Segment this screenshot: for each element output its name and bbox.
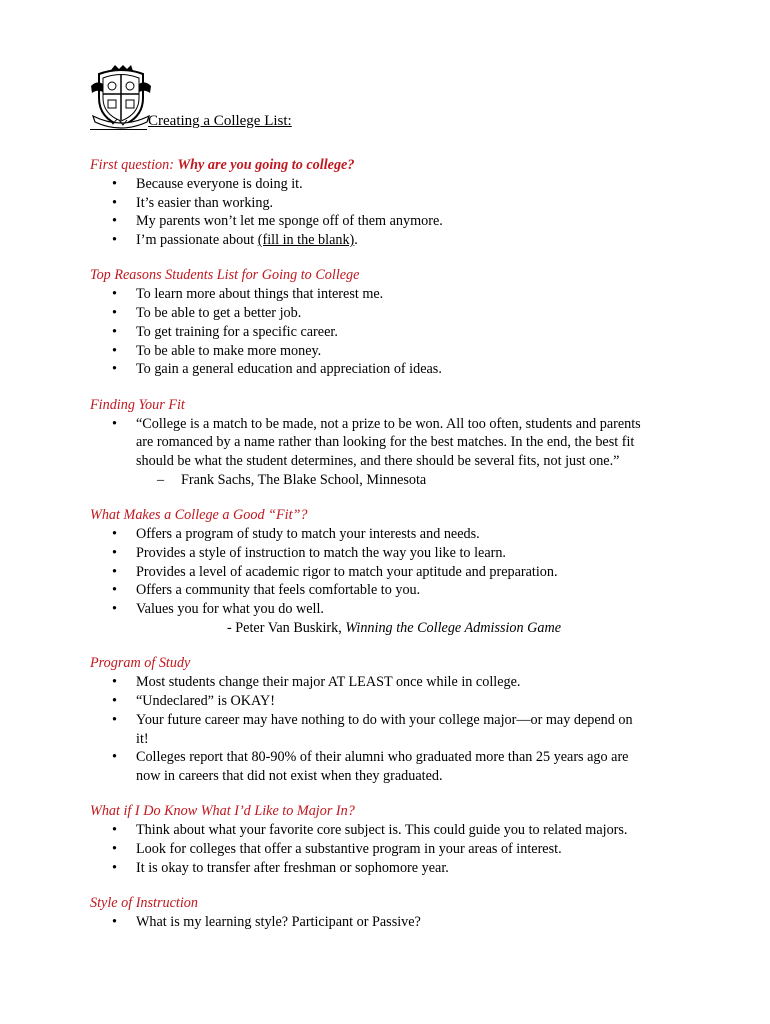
list-item: • To be able to make more money. [90, 342, 690, 361]
page-title: Creating a College List: [148, 113, 292, 129]
attribution-book-title: Winning the College Admission Game [345, 620, 562, 637]
section-heading-program: Program of Study [90, 655, 191, 672]
document-body [90, 156, 690, 932]
section-heading-major: What if I Do Know What I’d Like to Major In? [90, 803, 355, 820]
list-item: • To be able to get a better job. [90, 304, 690, 323]
list-item: • What is my learning style? Participant or Passive? [90, 913, 690, 932]
item-line: • Your future career may have nothing to do with your college major—or may depend on [136, 711, 633, 728]
list-item: • Provides a style of instruction to match the way you like to learn. [90, 544, 690, 563]
list-item: • “Undeclared” is OKAY! [90, 692, 690, 711]
list-item [90, 711, 690, 749]
school-crest-logo [89, 64, 153, 130]
list-why [90, 175, 690, 250]
list-item: • It’s easier than working. [90, 194, 690, 213]
section-heading-style: Style of Instruction [90, 895, 198, 912]
list-major [90, 821, 690, 877]
list-item: • To learn more about things that interest me. [90, 285, 690, 304]
fill-in-blank-text: (fill in the blank) [257, 232, 355, 249]
list-item [90, 748, 690, 786]
list-item [90, 231, 690, 250]
item-text: I’m passionate about [136, 232, 258, 249]
item-line: • Colleges report that 80-90% of their alumni who graduated more than 25 years ago are [136, 749, 629, 766]
list-item: • Think about what your favorite core subject is. This could guide you to related majors. [90, 821, 690, 840]
quote-line: are romanced by a name rather than looking for the best matches. In the end, the best fit [136, 434, 635, 451]
attribution-text: Frank Sachs, The Blake School, Minnesota [181, 471, 427, 488]
section-heading-fit: Finding Your Fit [90, 396, 185, 413]
list-good-fit [90, 525, 690, 619]
dash-icon: – [157, 471, 165, 488]
heading-prefix: First question: [90, 157, 174, 173]
list-item: • It is okay to transfer after freshman or sophomore year. [90, 859, 690, 878]
item-suffix: . [354, 232, 358, 249]
list-item: • Most students change their major AT LEAST once while in college. [90, 673, 690, 692]
item-line: it! [136, 730, 149, 747]
list-style [90, 913, 690, 932]
section-heading-why [90, 156, 690, 175]
quote-line: should be what the student determines, and there should be several fits, not just one.” [136, 453, 620, 470]
list-item: • To get training for a specific career. [90, 323, 690, 342]
item-line: now in careers that did not exist when they graduated. [136, 768, 443, 785]
section-heading-top-reasons: Top Reasons Students List for Going to College [90, 267, 360, 284]
heading-question: Why are you going to college? [177, 157, 355, 173]
list-fit [90, 415, 690, 471]
list-item: • Look for colleges that offer a substantive program in your areas of interest. [90, 840, 690, 859]
list-top-reasons [90, 285, 690, 379]
attribution-author: - Peter Van Buskirk, [227, 620, 346, 637]
list-item: • Offers a community that feels comfortable to you. [90, 581, 690, 600]
list-item: • Offers a program of study to match your interests and needs. [90, 525, 690, 544]
quote-item [90, 415, 690, 471]
book-attribution [90, 619, 690, 638]
list-item: • Provides a level of academic rigor to match your aptitude and preparation. [90, 563, 690, 582]
list-item: • Values you for what you do well. [90, 600, 690, 619]
list-item: • Because everyone is doing it. [90, 175, 690, 194]
list-item: • To gain a general education and appreciation of ideas. [90, 360, 690, 379]
list-program [90, 673, 690, 786]
list-item: • My parents won’t let me sponge off of them anymore. [90, 212, 690, 231]
section-heading-good-fit: What Makes a College a Good “Fit”? [90, 507, 308, 524]
quote-attribution [90, 471, 690, 490]
quote-line: • “College is a match to be made, not a prize to be won. All too often, students and parents [136, 415, 641, 432]
title-underline-rule [90, 129, 147, 130]
